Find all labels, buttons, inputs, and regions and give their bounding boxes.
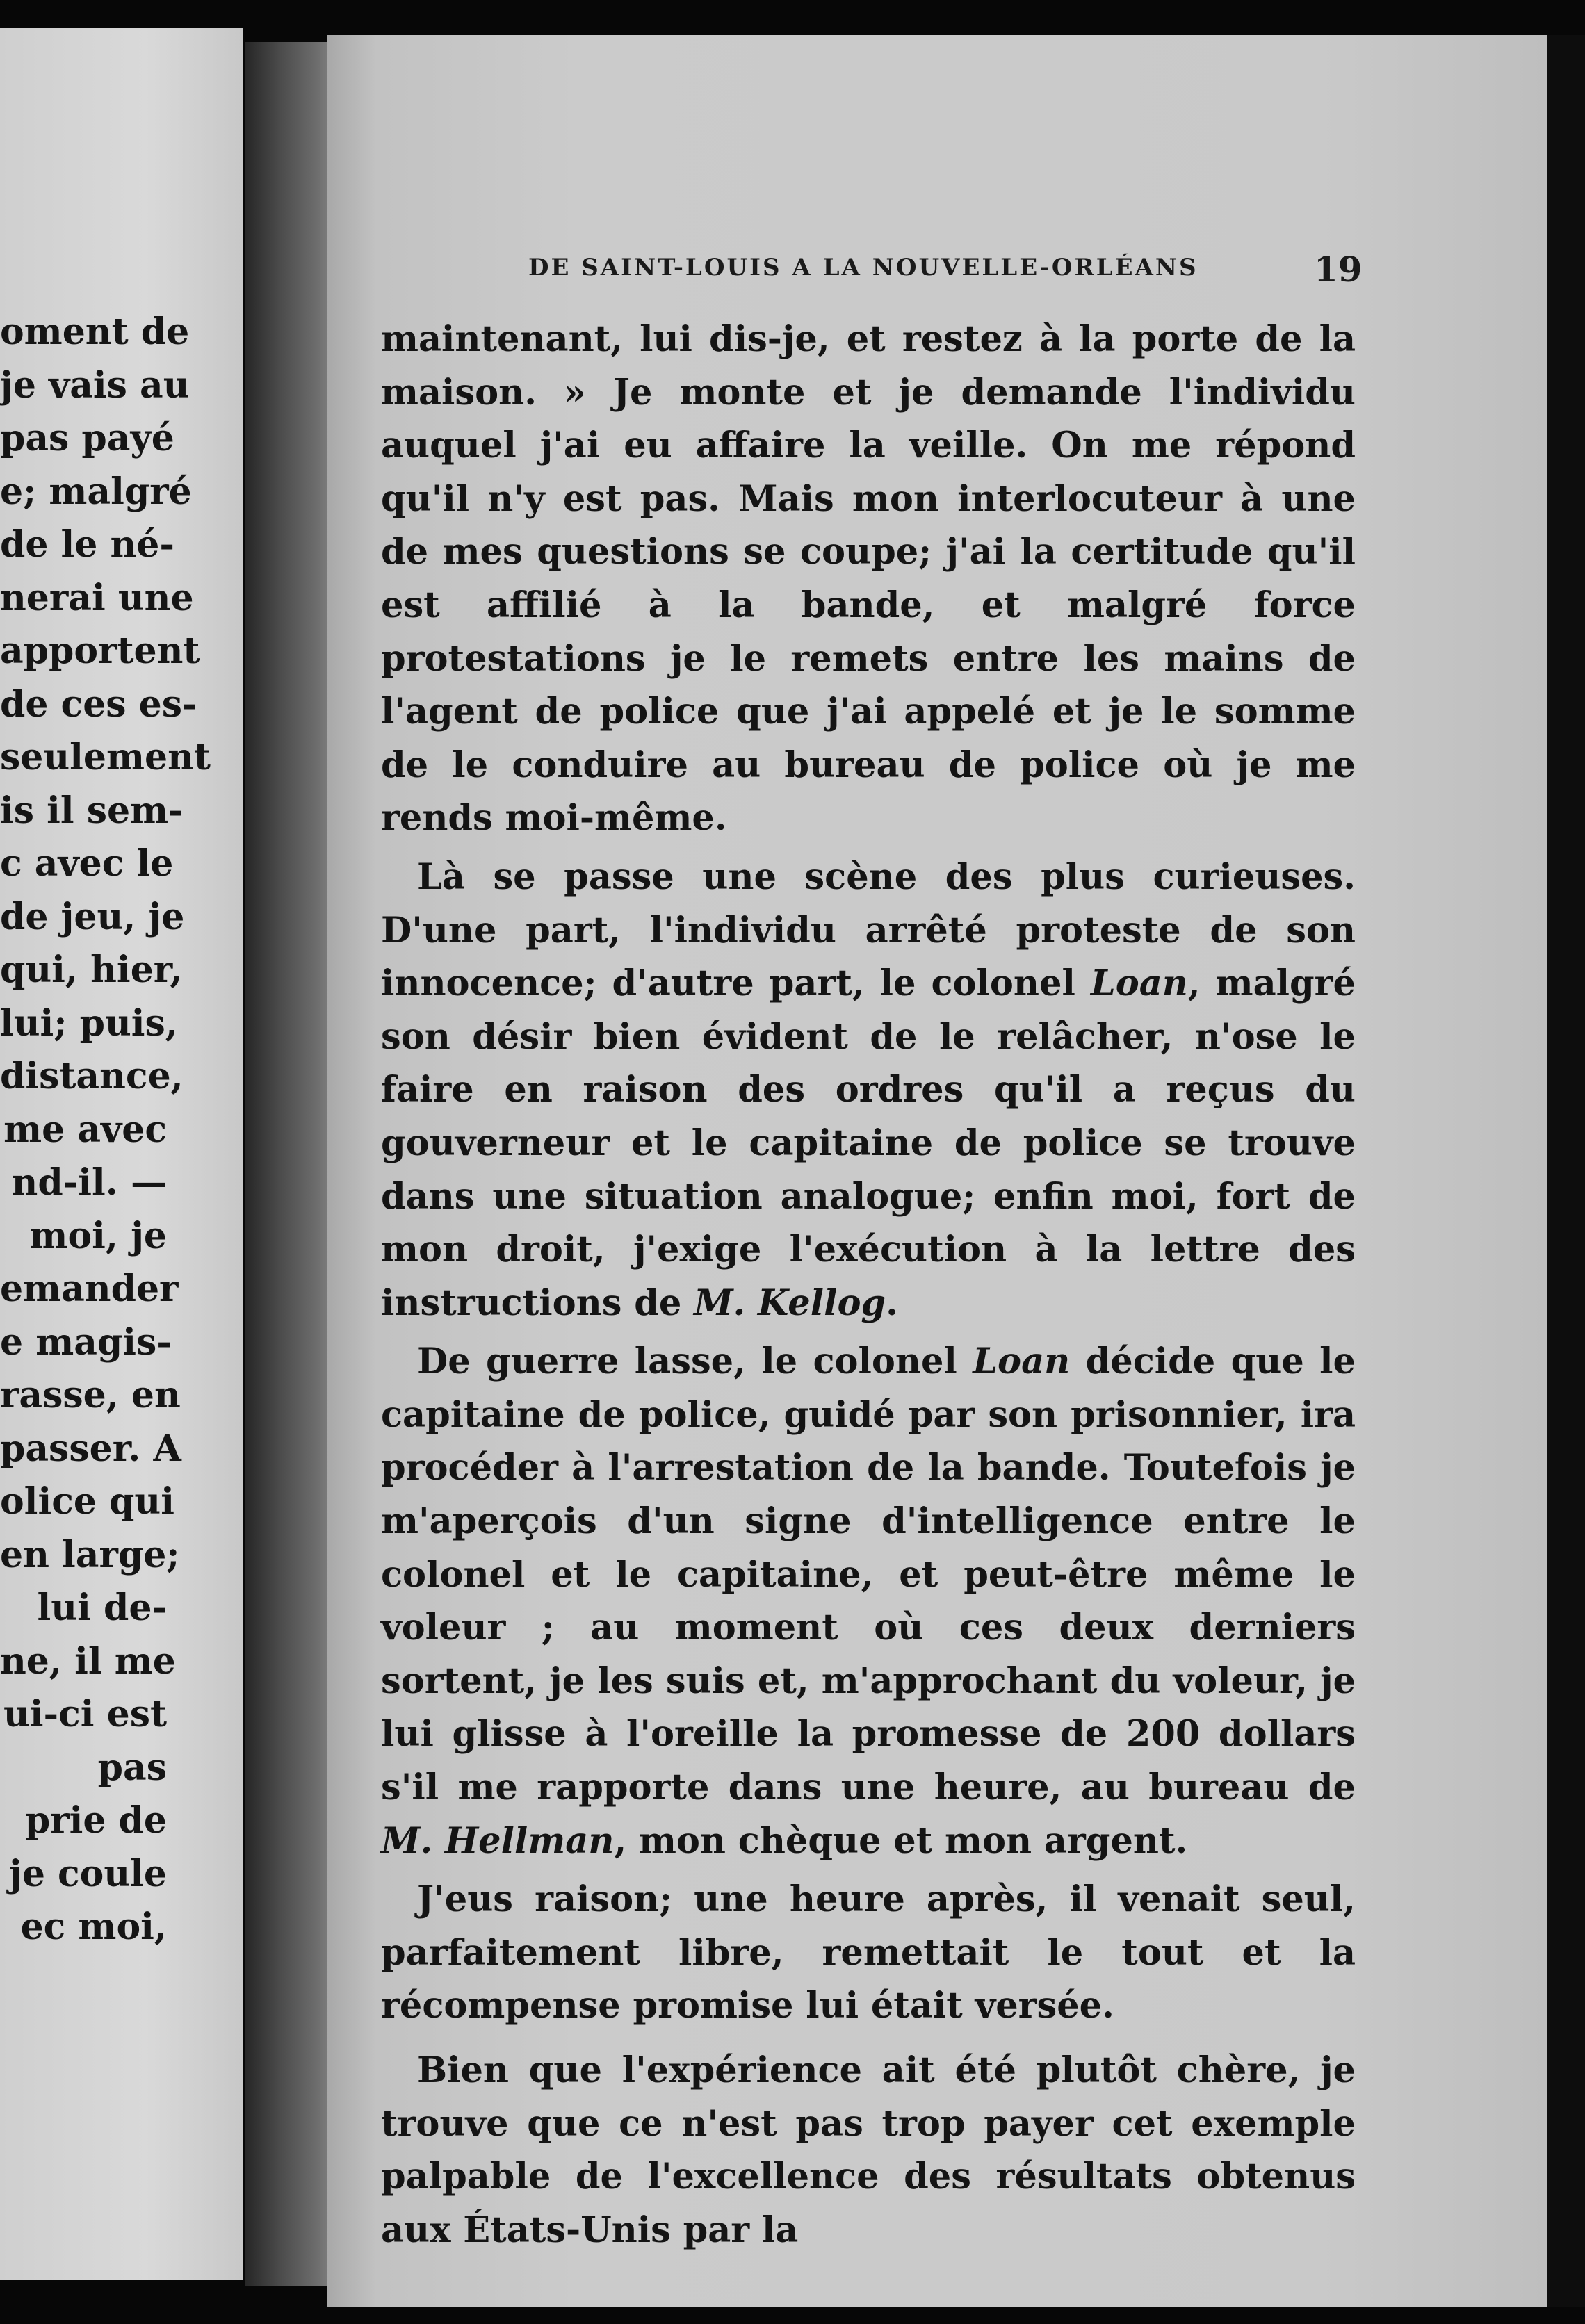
text-run: , mon chèque et mon argent. (614, 1819, 1188, 1862)
left-line: passer. A (0, 1427, 181, 1470)
left-page-text (0, 306, 211, 1954)
left-line: olice qui (0, 1480, 174, 1523)
name-loan: Loan (1090, 963, 1188, 1005)
left-line: distance, (0, 1055, 184, 1097)
left-line: nerai une (0, 576, 194, 619)
left-line: ui-ci est (3, 1693, 167, 1735)
left-line: je vais au (0, 363, 190, 407)
text-run: . (886, 1282, 898, 1324)
left-line: rasse, en (0, 1374, 181, 1416)
text-run: décide que le capitaine de police, guidé par son prisonnier, ira procéder à l'arrestation de la bande. Toutefois je m'aperçois d'un signe d'intelligence entre le colonel et le capitaine, et peut-être même le voleur ; au moment où ces deux derniers sortent, je les suis et, m'approchant du voleur, je lui glisse à l'oreille la promesse de 200 dollars s'il me rapporte dans une heure, au bureau de (381, 1341, 1356, 1809)
left-line: moi, je (29, 1214, 167, 1257)
left-page (0, 28, 243, 2280)
left-line: prie de (24, 1799, 167, 1842)
page-body (381, 313, 1356, 2257)
left-line: emander (0, 1268, 179, 1310)
running-header: DE SAINT-LOUIS A LA NOUVELLE-ORLÉANS (528, 254, 1198, 281)
left-line: e; malgré (0, 470, 192, 513)
left-line: en large; (0, 1533, 180, 1576)
left-line: lui de- (37, 1587, 167, 1629)
text-run: Là se passe une scène des plus curieuses. D'une part, l'individu arrêté proteste de son innocence; d'autre part, le colonel (381, 856, 1356, 1005)
left-line: de le né- (0, 523, 174, 566)
left-line: me avec (3, 1108, 167, 1151)
left-line: oment de (0, 311, 190, 353)
left-line: is il sem- (0, 789, 184, 832)
name-hellman: M. Hellman (381, 1819, 615, 1862)
left-line: de ces es- (0, 682, 197, 726)
paragraph: J'eus raison; une heure après, il venait seul, parfaitement libre, remettait le tout et la récompense promise lui était versée. (381, 1879, 1356, 2027)
paragraph (381, 1335, 1356, 1867)
left-line: nd-il. — (11, 1161, 167, 1204)
paragraph (381, 851, 1356, 1329)
left-line: c avec le (0, 842, 174, 885)
text-run: , malgré son désir bien évident de le relâcher, n'ose le faire en raison des ordres qu'il a reçus du gouverneur et le capitaine de police se trouve dans une situation analogue; enfin moi, fort de mon droit, j'exige l'exécution à la lettre des instructions de (381, 963, 1356, 1324)
page-number: 19 (1314, 249, 1363, 290)
left-line: ec moi, (20, 1906, 167, 1948)
left-line: qui, hier, (0, 949, 183, 991)
left-line: de jeu, je (0, 895, 185, 938)
paragraph: Bien que l'expérience ait été plutôt chère, je trouve que ce n'est pas trop payer cet exemple palpable de l'excellence des résultats obtenus aux États-Unis par la (381, 2049, 1356, 2251)
paragraph: maintenant, lui dis-je, et restez à la porte de la maison. » Je monte et je demande l'individu auquel j'ai eu affaire la veille. On me répond qu'il n'y est pas. Mais mon interlocuteur à une de mes questions se coupe; j'ai la certitude qu'il est affilié à la bande, et malgré force protestations je le remets entre les mains de l'agent de police que j'ai appelé et je le somme de le conduire au bureau de police où je me rends moi-même. (381, 318, 1356, 840)
left-line: seulement (0, 736, 211, 778)
left-line: pas (97, 1746, 167, 1789)
left-line: pas payé (0, 417, 174, 459)
left-line: ne, il me (0, 1639, 176, 1683)
name-kellog: M. Kellog (694, 1282, 886, 1324)
text-run: De guerre lasse, le colonel (417, 1341, 973, 1383)
left-line: je coule (9, 1852, 167, 1895)
left-line: lui; puis, (0, 1001, 178, 1045)
page-edge (1547, 35, 1585, 2307)
left-line: e magis- (0, 1320, 172, 1364)
name-loan: Loan (973, 1341, 1071, 1383)
left-line: apportent (0, 630, 200, 672)
